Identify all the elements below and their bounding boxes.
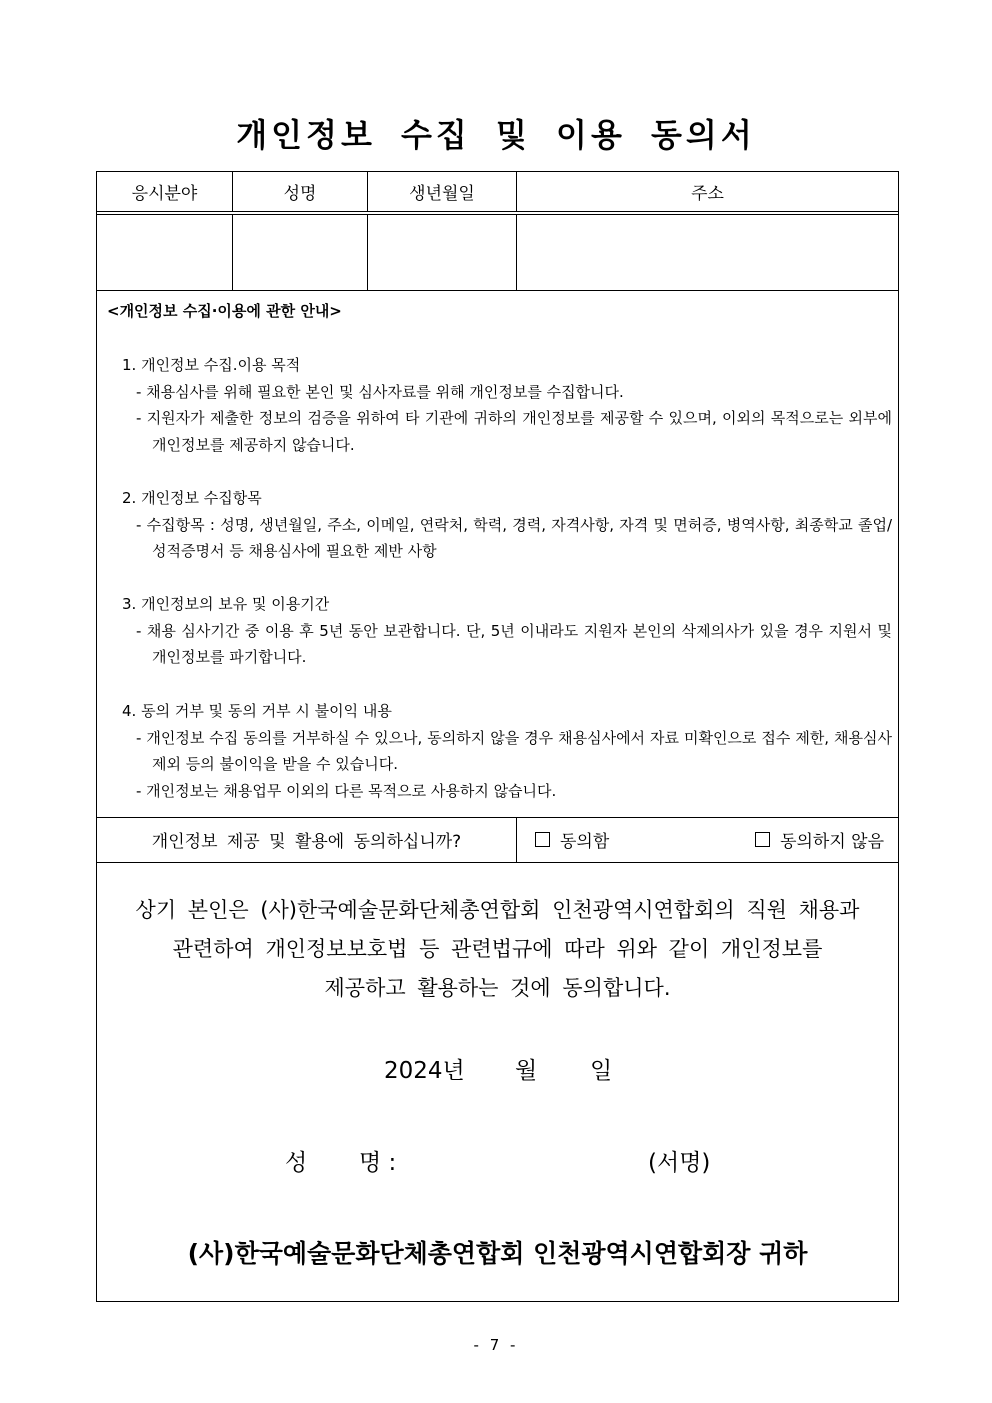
agree-label: 동의함: [560, 832, 610, 852]
header-name: 성명: [233, 172, 368, 211]
name-input[interactable]: [233, 215, 368, 290]
consent-question: 개인정보 제공 및 활용에 동의하십니까?: [97, 817, 517, 862]
section-item: - 수집항목 : 성명, 생년월일, 주소, 이메일, 연락처, 학력, 경력, 자격사항, 자격 및 면허증, 병역사항, 최종학교 졸업/성적증명서 등 채용심사에 필요한 제반 사항: [136, 515, 892, 560]
disagree-option[interactable]: [755, 827, 884, 852]
statement-line-3: 제공하고 활용하는 것에 동의합니다.: [324, 976, 671, 1000]
notice-section-3: [122, 591, 892, 671]
birthdate-input[interactable]: [368, 215, 517, 290]
signature-sign-label: (서명): [648, 1150, 711, 1176]
document-title: 개인정보 수집 및 이용 동의서: [236, 116, 756, 154]
section-item: - 개인정보 수집 동의를 거부하실 수 있으나, 동의하지 않을 경우 채용심사에서 자료 미확인으로 접수 제한, 채용심사 제외 등의 불이익을 받을 수 있습니다.: [136, 728, 892, 773]
section-title: 3. 개인정보의 보유 및 이용기간: [122, 595, 330, 613]
consent-row: [97, 817, 898, 863]
date-year: 2024년: [384, 1058, 465, 1084]
header-field: 응시분야: [97, 172, 233, 211]
field-input[interactable]: [97, 215, 233, 290]
applicant-header-row: [97, 172, 898, 212]
section-title: 1. 개인정보 수집.이용 목적: [122, 356, 301, 374]
consent-form: [96, 171, 899, 1302]
disagree-checkbox[interactable]: [755, 832, 770, 847]
disagree-label: 동의하지 않음: [780, 832, 884, 852]
statement-line-1: 상기 본인은 (사)한국예술문화단체총연합회 인천광역시연합회의 직원 채용과: [135, 898, 860, 922]
statement-line-2: 관련하여 개인정보보호법 등 관련법규에 따라 위와 같이 개인정보를: [172, 937, 823, 961]
addressee: (사)한국예술문화단체총연합회 인천광역시연합회장 귀하: [187, 1239, 808, 1268]
notice-section-2: [122, 485, 892, 565]
notice-section-4: [122, 698, 892, 804]
agree-checkbox[interactable]: [535, 832, 550, 847]
section-title: 2. 개인정보 수집항목: [122, 489, 262, 507]
consent-options: [517, 817, 898, 862]
signature-label-2: 명 :: [359, 1150, 397, 1176]
date-day: 일: [590, 1058, 613, 1084]
section-item: - 채용 심사기간 중 이용 후 5년 동안 보관합니다. 단, 5년 이내라도 지원자 본인의 삭제의사가 있을 경우 지원서 및 개인정보를 파기합니다.: [136, 621, 892, 666]
section-item: - 개인정보는 채용업무 이외의 다른 목적으로 사용하지 않습니다.: [136, 781, 557, 800]
privacy-notice: [97, 290, 898, 818]
page-number: - 7 -: [473, 1336, 519, 1354]
date-month: 월: [515, 1058, 538, 1084]
section-item: - 지원자가 제출한 정보의 검증을 위하여 타 기관에 귀하의 개인정보를 제공할 수 있으며, 이외의 목적으로는 외부에 개인정보를 제공하지 않습니다.: [136, 409, 892, 454]
section-item: - 채용심사를 위해 필요한 본인 및 심사자료를 위해 개인정보를 수집합니다.: [136, 382, 624, 401]
notice-heading: <개인정보 수집·이용에 관한 안내>: [107, 302, 342, 320]
notice-section-1: [122, 352, 892, 458]
agree-option[interactable]: [535, 827, 609, 852]
header-birthdate: 생년월일: [368, 172, 517, 211]
signature-label-1: 성: [285, 1150, 308, 1176]
address-input[interactable]: [517, 215, 898, 290]
applicant-input-row: [97, 215, 898, 291]
header-address: 주소: [691, 184, 724, 204]
section-title: 4. 동의 거부 및 동의 거부 시 불이익 내용: [122, 702, 392, 720]
signature-name-field[interactable]: [404, 1144, 644, 1174]
